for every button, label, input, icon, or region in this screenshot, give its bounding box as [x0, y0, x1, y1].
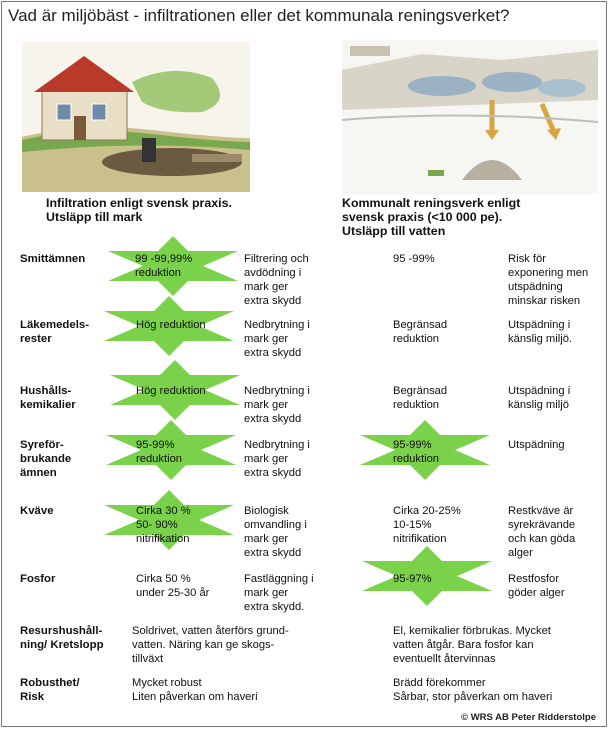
- infiltration-value: Hög reduktion: [136, 385, 206, 397]
- treatment-plant-note: Utspädning i känslig miljö: [508, 385, 571, 411]
- row-label-smittamnen: Smittämnen: [20, 253, 86, 265]
- infiltration-heading: Infiltration enligt svensk praxis. Utsläpp till mark: [46, 196, 232, 224]
- treatment-plant-value: Cirka 20-25% 10-15% nitrifikation: [393, 505, 461, 545]
- infiltration-value: Cirka 30 % 50- 90% nitrifikation: [136, 505, 191, 545]
- treatment-plant-illustration: [342, 40, 598, 194]
- treatment-plant-heading: Kommunalt reningsverk enligt svensk praxis (<10 000 pe). Utsläpp till vatten: [342, 196, 521, 238]
- treatment-plant-value: Begränsad reduktion: [393, 385, 448, 411]
- row-label-kvave: Kväve: [20, 505, 54, 517]
- treatment-plant-note: Utspädning: [508, 439, 565, 451]
- infiltration-note: Nedbrytning i mark ger extra skydd: [244, 439, 310, 479]
- infiltration-value: Cirka 50 % under 25-30 år: [136, 573, 210, 599]
- treatment-plant-value: Begränsad reduktion: [393, 319, 448, 345]
- treatment-plant-resource-text: El, kemikalier förbrukas. Mycket vatten åtgår. Bara fosfor kan eventuellt återvinnas: [393, 625, 551, 665]
- infiltration-note: Biologisk omvandling i mark ger extra skydd: [244, 505, 307, 559]
- infiltration-value: Hög reduktion: [136, 319, 206, 331]
- infiltration-note: Fastläggning i mark ger extra skydd.: [244, 573, 314, 613]
- row-label-resurshushallning: Resurshushåll- ning/ Kretslopp: [20, 625, 104, 651]
- infiltration-note: Nedbrytning i mark ger extra skydd: [244, 319, 310, 359]
- row-label-lakemedelsrester: Läkemedels- rester: [20, 319, 90, 345]
- treatment-plant-note: Restfosfor göder alger: [508, 573, 565, 599]
- house-infiltration-illustration: [22, 42, 250, 192]
- infiltration-value: 95-99% reduktion: [136, 439, 183, 465]
- treatment-plant-value: 95-99% reduktion: [393, 439, 440, 465]
- infiltration-note: Filtrering och avdödning i mark ger extra skydd: [244, 253, 309, 307]
- treatment-plant-value: 95 -99%: [393, 253, 435, 265]
- infiltration-value: 99 -99,99% reduktion: [135, 253, 193, 279]
- treatment-plant-note: Restkväve är syrekrävande och kan göda alger: [508, 505, 576, 559]
- treatment-plant-note: Utspädning i känslig miljö.: [508, 319, 573, 345]
- treatment-plant-robustness-text: Brädd förekommer Sårbar, stor påverkan om haveri: [393, 677, 553, 703]
- infiltration-resource-text: Soldrivet, vatten återförs grund- vatten. Näring kan ge skogs- tillväxt: [132, 625, 289, 665]
- copyright-footer: © WRS AB Peter Ridderstolpe: [461, 712, 596, 723]
- treatment-plant-value: 95-97%: [393, 573, 432, 585]
- infiltration-robustness-text: Mycket robust Liten påverkan om haveri: [132, 677, 258, 703]
- row-label-hushallskemikalier: Hushålls- kemikalier: [20, 385, 76, 411]
- page-title: Vad är miljöbäst - infiltrationen eller det kommunala reningsverket?: [8, 6, 510, 25]
- row-label-syreforbrukande: Syreför- brukande ämnen: [20, 439, 72, 479]
- treatment-plant-note: Risk för exponering men utspädning minskar risken: [508, 253, 589, 307]
- row-label-fosfor: Fosfor: [20, 573, 56, 585]
- row-label-robusthet: Robusthet/ Risk: [20, 677, 80, 703]
- infiltration-note: Nedbrytning i mark ger extra skydd: [244, 385, 310, 425]
